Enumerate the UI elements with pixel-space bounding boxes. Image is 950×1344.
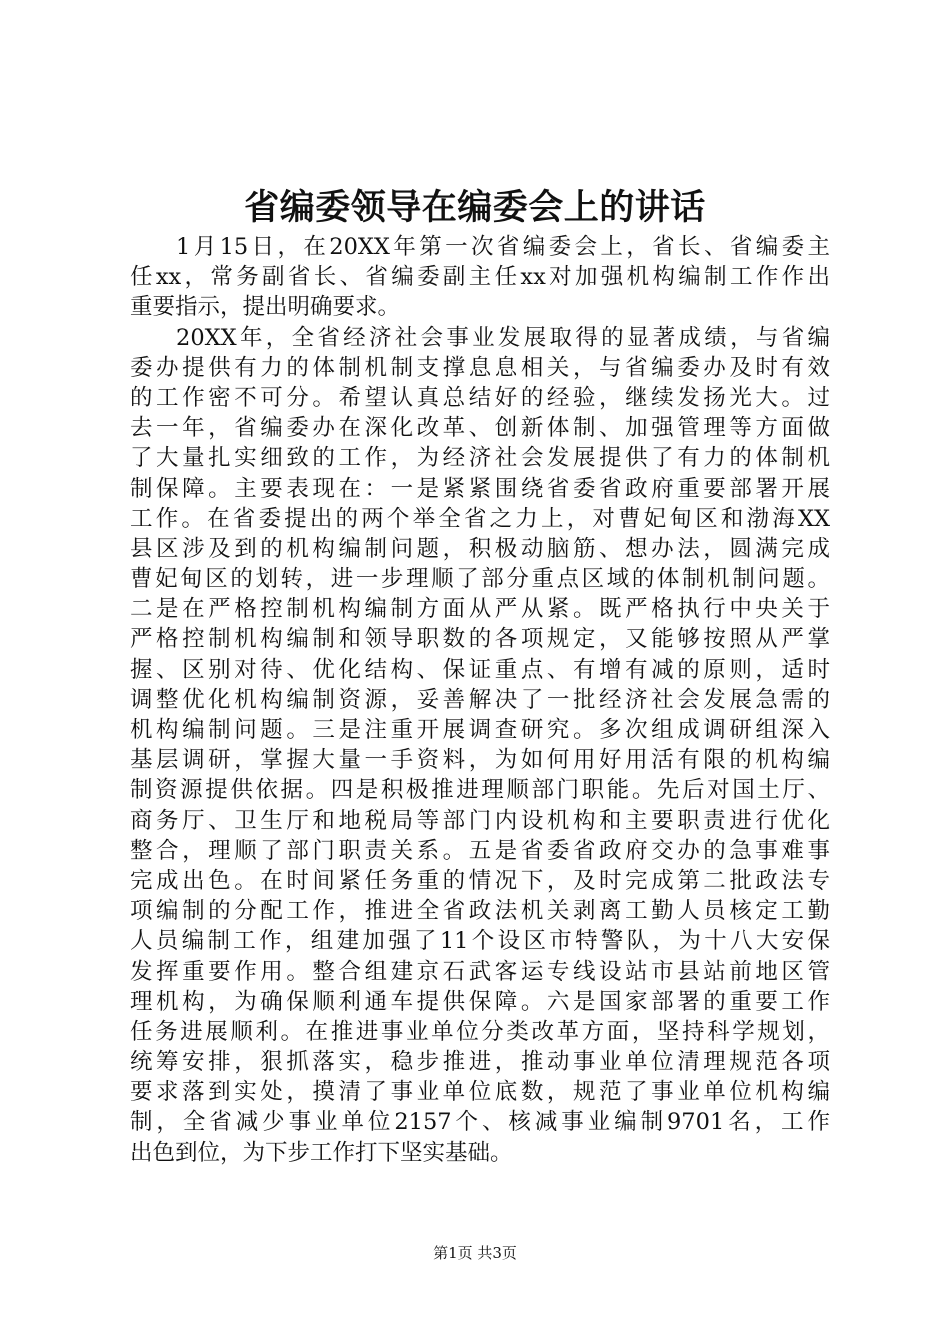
text-line: 工作。在省委提出的两个举全省之力上，对曹妃甸区和渤海XX: [130, 505, 830, 532]
text-line: 调整优化机构编制资源，妥善解决了一批经济社会发展急需的: [130, 686, 830, 713]
text-line: 发挥重要作用。整合组建京石武客运专线设站市县站前地区管: [130, 958, 830, 985]
text-line: 理机构，为确保顺利通车提供保障。六是国家部署的重要工作: [130, 988, 830, 1015]
page-number-footer: 第1页 共3页: [433, 1244, 517, 1262]
text-line: 任务进展顺利。在推进事业单位分类改革方面，坚持科学规划，: [130, 1018, 830, 1045]
document-body: [130, 232, 830, 1168]
text-line: 商务厅、卫生厅和地税局等部门内设机构和主要职责进行优化: [130, 807, 830, 834]
text-line: 二是在严格控制机构编制方面从严从紧。既严格执行中央关于: [130, 596, 830, 623]
page-title: 省编委领导在编委会上的讲话: [244, 187, 706, 228]
text-line: 机构编制问题。三是注重开展调查研究。多次组成调研组深入: [130, 717, 830, 743]
text-line: 整合，理顺了部门职责关系。五是省委省政府交办的急事难事: [130, 837, 830, 864]
text-line: 握、区别对待、优化结构、保证重点、有增有减的原则，适时: [130, 656, 830, 683]
text-line: 委办提供有力的体制机制支撑息息相关，与省编委办及时有效: [130, 354, 830, 381]
text-line: 县区涉及到的机构编制问题，积极动脑筋、想办法，圆满完成: [130, 535, 830, 562]
text-line: 去一年，省编委办在深化改革、创新体制、加强管理等方面做: [130, 415, 830, 442]
text-line: 任xx，常务副省长、省编委副主任xx对加强机构编制工作作出: [130, 264, 830, 291]
text-line: 人员编制工作，组建加强了11个设区市特警队，为十八大安保: [130, 928, 830, 955]
text-line: 要求落到实处，摸清了事业单位底数，规范了事业单位机构编: [130, 1079, 830, 1106]
text-line: 1月15日，在20XX年第一次省编委会上，省长、省编委主: [176, 234, 830, 260]
text-line: 严格控制机构编制和领导职数的各项规定，又能够按照从严掌: [130, 626, 830, 653]
text-line: 统筹安排，狠抓落实，稳步推进，推动事业单位清理规范各项: [130, 1049, 830, 1076]
text-line: 了大量扎实细致的工作，为经济社会发展提供了有力的体制机: [130, 445, 830, 472]
text-line: 制，全省减少事业单位2157个、核减事业编制9701名，工作: [130, 1109, 830, 1136]
text-line: 重要指示，提出明确要求。: [130, 294, 401, 321]
text-line: 20XX年，全省经济社会事业发展取得的显著成绩，与省编: [176, 324, 830, 351]
text-line: 基层调研，掌握大量一手资料，为如何用好用活有限的机构编: [130, 747, 830, 774]
text-line: 制资源提供依据。四是积极推进理顺部门职能。先后对国土厅、: [130, 777, 830, 804]
text-line: 制保障。主要表现在：一是紧紧围绕省委省政府重要部署开展: [130, 475, 830, 502]
text-line: 曹妃甸区的划转，进一步理顺了部分重点区域的体制机制问题。: [130, 566, 830, 593]
text-line: 完成出色。在时间紧任务重的情况下，及时完成第二批政法专: [130, 867, 830, 894]
text-line: 出色到位，为下步工作打下坚实基础。: [130, 1139, 513, 1166]
text-line: 的工作密不可分。希望认真总结好的经验，继续发扬光大。过: [130, 384, 830, 411]
text-line: 项编制的分配工作，推进全省政法机关剥离工勤人员核定工勤: [130, 898, 830, 925]
